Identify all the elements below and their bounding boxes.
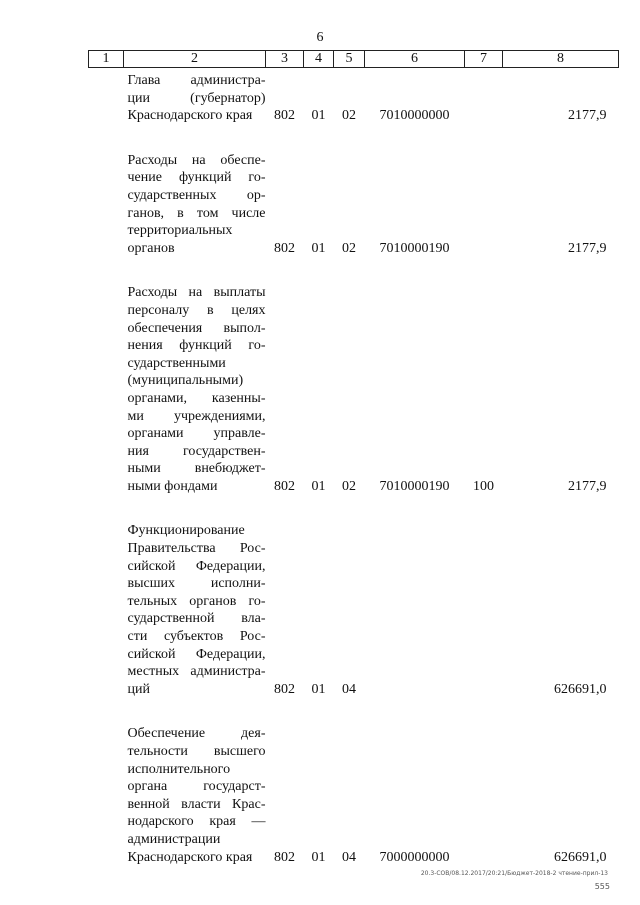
name-line: нодарского края —: [127, 814, 266, 830]
cell-admin-code: 802: [274, 108, 295, 124]
header-row: [89, 51, 619, 68]
cell-expense-type: [465, 125, 503, 258]
table-row: [89, 68, 619, 125]
cell-expense-type: 100: [473, 478, 494, 494]
name-line: органа государст-: [127, 779, 266, 795]
cell-subsection: 02: [342, 108, 356, 124]
cell-name: [124, 68, 266, 125]
cell-col-1: [89, 257, 124, 495]
cell-expense-type: [465, 68, 503, 125]
cell-subsection: 04: [342, 681, 356, 697]
cell-amount: 626691,0: [554, 681, 607, 697]
name-line: нения функций го-: [127, 338, 266, 354]
name-line: ми учреждениями,: [127, 408, 266, 424]
table-body: [89, 68, 619, 867]
name-line: ций: [127, 681, 150, 697]
cell-col-1: [89, 495, 124, 698]
cell-col-1: [89, 68, 124, 125]
cell-col-1: [89, 125, 124, 258]
column-header-3: 3: [266, 51, 304, 68]
name-line: обеспечения выпол-: [127, 320, 266, 336]
name-line: ции (губернатор): [127, 90, 266, 106]
name-line: сударственной вла-: [127, 611, 266, 627]
name-line: сударственных ор-: [127, 187, 266, 203]
name-line: персоналу в целях: [127, 302, 266, 318]
name-line: тельности высшего: [127, 744, 266, 759]
column-header-7: 7: [465, 51, 503, 68]
name-line: венной власти Крас-: [127, 796, 266, 812]
cell-section: 01: [311, 681, 326, 697]
column-header-1: 1: [89, 51, 124, 68]
table-header: [89, 51, 619, 68]
name-line: администрации: [127, 831, 221, 847]
cell-target-article: [365, 495, 465, 698]
budget-table: [88, 50, 619, 866]
name-line: местных администра-: [127, 664, 266, 680]
cell-subsection: 04: [342, 849, 356, 865]
table-row: [89, 495, 619, 698]
cell-subsection: 02: [342, 240, 356, 256]
cell-amount: 2177,9: [568, 478, 607, 494]
cell-admin-code: 802: [274, 681, 295, 697]
cell-target-article: 7010000190: [379, 478, 450, 494]
name-line: Расходы на выплаты: [127, 285, 266, 301]
name-line: органами, казенны-: [127, 390, 266, 406]
cell-col-1: [89, 698, 124, 866]
name-line: ния государствен-: [127, 443, 266, 459]
name-line: сийской Федерации,: [127, 646, 266, 662]
column-header-4: 4: [304, 51, 334, 68]
cell-section: 01: [311, 478, 326, 494]
footer-document-code: 20.3-СОВ/08.12.2017/20:21/Бюджет-2018-2 чтение-прил-13: [420, 870, 608, 877]
name-line: чение функций го-: [127, 170, 266, 186]
name-line: исполнительного: [127, 761, 231, 777]
cell-target-article: 7000000000: [379, 849, 450, 865]
cell-expense-type: [465, 698, 503, 866]
name-line: ными внебюджет-: [127, 461, 266, 477]
cell-name: [124, 698, 266, 866]
name-line: Правительства Рос-: [127, 541, 266, 557]
cell-section: 01: [311, 108, 326, 124]
cell-name: [124, 257, 266, 495]
name-line: Функционирование: [127, 523, 245, 539]
name-line: Глава администра-: [127, 73, 266, 88]
cell-admin-code: 802: [274, 240, 295, 256]
footer-page-mark: 555: [594, 882, 610, 891]
table-row: [89, 125, 619, 258]
column-header-6: 6: [365, 51, 465, 68]
name-line: Краснодарского края: [127, 108, 253, 124]
cell-target-article: 7010000000: [379, 108, 450, 124]
name-line: высших исполни-: [127, 576, 266, 592]
name-line: Обеспечение дея-: [127, 726, 266, 742]
cell-name: [124, 125, 266, 258]
cell-admin-code: 802: [274, 849, 295, 865]
name-line: территориальных: [127, 223, 233, 239]
page-number: 6: [316, 30, 324, 45]
name-line: (муниципальными): [127, 373, 244, 389]
column-header-8: 8: [503, 51, 619, 68]
name-line: Краснодарского края: [127, 849, 253, 865]
name-line: сударственными: [127, 355, 226, 371]
cell-amount: 2177,9: [568, 108, 607, 124]
column-header-5: 5: [334, 51, 365, 68]
table-row: [89, 257, 619, 495]
name-line: тельных органов го-: [127, 593, 266, 609]
cell-target-article: 7010000190: [379, 240, 450, 256]
cell-section: 01: [311, 849, 326, 865]
name-line: ганов, в том числе: [127, 205, 266, 221]
cell-amount: 626691,0: [554, 849, 607, 865]
column-header-2: 2: [124, 51, 266, 68]
name-line: сти субъектов Рос-: [127, 629, 266, 645]
cell-subsection: 02: [342, 478, 356, 494]
cell-expense-type: [465, 495, 503, 698]
name-line: ными фондами: [127, 478, 218, 494]
name-line: органами управле-: [127, 426, 266, 442]
cell-section: 01: [311, 240, 326, 256]
name-line: сийской Федерации,: [127, 558, 266, 574]
name-line: органов: [127, 240, 175, 256]
cell-amount: 2177,9: [568, 240, 607, 256]
cell-name: [124, 495, 266, 698]
cell-admin-code: 802: [274, 478, 295, 494]
table-row: [89, 698, 619, 866]
name-line: Расходы на обеспе-: [127, 152, 266, 168]
